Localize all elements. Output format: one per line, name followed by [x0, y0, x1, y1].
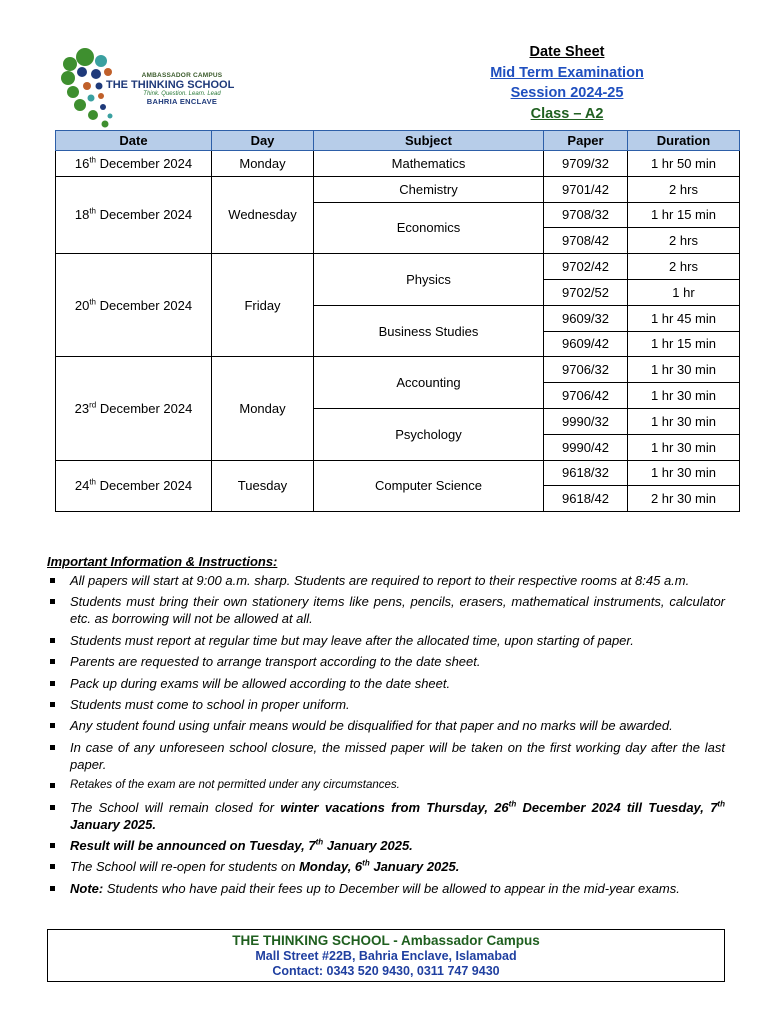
subject-cell: Chemistry: [314, 176, 544, 202]
duration-cell: 1 hr 45 min: [628, 305, 740, 331]
col-header-paper: Paper: [544, 131, 628, 151]
day-cell: Monday: [212, 357, 314, 460]
paper-cell: 9609/42: [544, 331, 628, 357]
footer-school-name: THE THINKING SCHOOL - Ambassador Campus: [232, 933, 540, 948]
table-row: [56, 460, 740, 486]
list-item-vacation: The School will remain closed for winter vacations from Thursday, 26th December 2024 till Tuesday, 7th January 2025.: [47, 799, 725, 833]
duration-cell: 2 hr 30 min: [628, 486, 740, 512]
school-logo: [58, 44, 258, 132]
list-item: Parents are requested to arrange transport according to the date sheet.: [47, 653, 725, 670]
paper-cell: 9706/32: [544, 357, 628, 383]
logo-tagline: Think. Question. Learn. Lead: [143, 91, 221, 97]
paper-cell: 9701/42: [544, 176, 628, 202]
list-item: Students must come to school in proper uniform.: [47, 696, 725, 713]
col-header-date: Date: [56, 131, 212, 151]
subject-cell: Psychology: [314, 408, 544, 460]
title-exam: Mid Term Examination: [490, 64, 644, 81]
duration-cell: 1 hr 15 min: [628, 202, 740, 228]
paper-cell: 9709/32: [544, 151, 628, 177]
duration-cell: 2 hrs: [628, 254, 740, 280]
subject-cell: Mathematics: [314, 151, 544, 177]
duration-cell: 1 hr 30 min: [628, 357, 740, 383]
footer-address: Mall Street #22B, Bahria Enclave, Islamabad: [255, 949, 517, 963]
table-row: [56, 176, 740, 202]
list-item: Pack up during exams will be allowed according to the date sheet.: [47, 675, 725, 692]
subject-cell: Computer Science: [314, 460, 544, 512]
paper-cell: 9702/42: [544, 254, 628, 280]
document-header: [467, 42, 667, 124]
title-date-sheet: Date Sheet: [529, 44, 605, 60]
date-sheet-table: [55, 130, 740, 512]
duration-cell: 1 hr 30 min: [628, 460, 740, 486]
list-item: Students must report at regular time but may leave after the allocated time, upon starting of paper.: [47, 632, 725, 649]
list-item-note: Note: Students who have paid their fees up to December will be allowed to appear in the mid-year exams.: [47, 880, 725, 897]
col-header-subject: Subject: [314, 131, 544, 151]
date-cell: 18th December 2024: [56, 176, 212, 253]
footer-contact-box: [47, 929, 725, 982]
paper-cell: 9702/52: [544, 279, 628, 305]
table-row: [56, 151, 740, 177]
table-header-row: [56, 131, 740, 151]
title-session: Session 2024-25: [510, 85, 624, 101]
date-cell: 24th December 2024: [56, 460, 212, 512]
day-cell: Wednesday: [212, 176, 314, 253]
paper-cell: 9618/42: [544, 486, 628, 512]
day-cell: Tuesday: [212, 460, 314, 512]
logo-campus-text: AMBASSADOR CAMPUS: [141, 72, 223, 79]
date-cell: 23rd December 2024: [56, 357, 212, 460]
duration-cell: 1 hr 50 min: [628, 151, 740, 177]
logo-branch: BAHRIA ENCLAVE: [146, 97, 218, 106]
date-cell: 16th December 2024: [56, 151, 212, 177]
day-cell: Friday: [212, 254, 314, 357]
list-item-reopen: The School will re-open for students on Monday, 6th January 2025.: [47, 858, 725, 875]
subject-cell: Accounting: [314, 357, 544, 409]
footer-contact: Contact: 0343 520 9430, 0311 747 9430: [272, 964, 500, 978]
title-class: Class – A2: [530, 105, 604, 122]
list-item: All papers will start at 9:00 a.m. sharp. Students are required to report to their respective rooms at 8:45 a.m.: [47, 572, 725, 589]
table-row: [56, 357, 740, 383]
duration-cell: 2 hrs: [628, 228, 740, 254]
col-header-duration: Duration: [628, 131, 740, 151]
list-item-result: Result will be announced on Tuesday, 7th January 2025.: [47, 837, 725, 854]
instructions-title: Important Information & Instructions:: [47, 554, 278, 569]
subject-cell: Economics: [314, 202, 544, 254]
list-item: Retakes of the exam are not permitted under any circumstances.: [47, 777, 725, 794]
list-item: In case of any unforeseen school closure, the missed paper will be taken on the first working day after the last paper.: [47, 739, 725, 773]
duration-cell: 1 hr 15 min: [628, 331, 740, 357]
date-cell: 20th December 2024: [56, 254, 212, 357]
paper-cell: 9990/42: [544, 434, 628, 460]
instructions-section: [47, 554, 725, 901]
duration-cell: 1 hr: [628, 279, 740, 305]
paper-cell: 9618/32: [544, 460, 628, 486]
paper-cell: 9990/32: [544, 408, 628, 434]
paper-cell: 9708/32: [544, 202, 628, 228]
list-item: Students must bring their own stationery items like pens, pencils, erasers, mathematical instruments, calculator etc. as borrowing will not be allowed at all.: [47, 593, 725, 627]
duration-cell: 1 hr 30 min: [628, 434, 740, 460]
subject-cell: Business Studies: [314, 305, 544, 357]
day-cell: Monday: [212, 151, 314, 177]
list-item: Any student found using unfair means would be disqualified for that paper and no marks will be awarded.: [47, 717, 725, 734]
paper-cell: 9708/42: [544, 228, 628, 254]
instructions-list: [47, 572, 725, 897]
duration-cell: 2 hrs: [628, 176, 740, 202]
table-row: [56, 254, 740, 280]
logo-school-name: THE THINKING SCHOOL: [106, 79, 235, 91]
duration-cell: 1 hr 30 min: [628, 383, 740, 409]
subject-cell: Physics: [314, 254, 544, 306]
paper-cell: 9706/42: [544, 383, 628, 409]
col-header-day: Day: [212, 131, 314, 151]
paper-cell: 9609/32: [544, 305, 628, 331]
duration-cell: 1 hr 30 min: [628, 408, 740, 434]
